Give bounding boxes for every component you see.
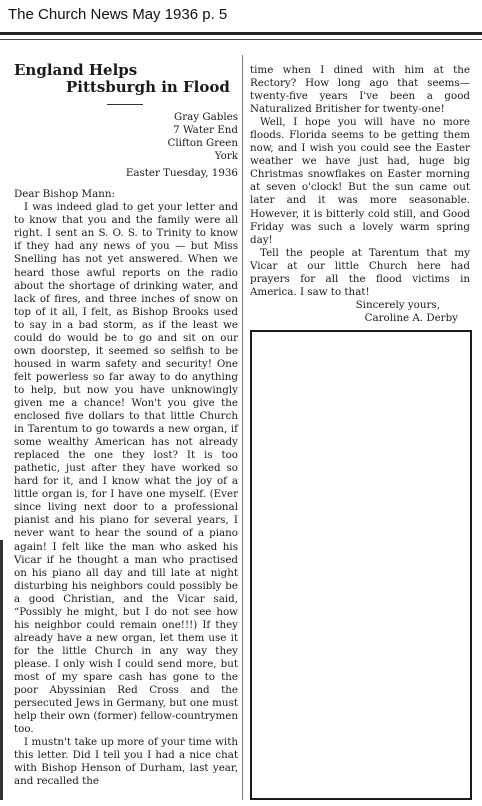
address-line: Gray Gables <box>173 111 238 123</box>
letter-paragraph: time when I dined with him at the Rectory? How long ago that seems— twenty-five years I've been a good Naturalized Britisher for twenty-one! <box>250 64 470 116</box>
scan-edge-mark <box>0 540 3 800</box>
address-line: York <box>214 150 238 163</box>
column-divider <box>242 55 243 800</box>
address-line: Clifton Green <box>167 137 238 150</box>
address-line: 7 Water End <box>173 124 238 137</box>
letter-paragraph: Tell the people at Tarentum that my Vicar at our little Church here had prayers for all the flood victims in America. I saw to that! <box>250 246 470 298</box>
blank-box <box>250 330 472 800</box>
letter-paragraph: I mustn't take up more of your time with this letter. Did I tell you I had a nice chat with Bishop Henson of Durham, last year, and recalled the <box>14 736 238 788</box>
article-title <box>14 62 238 96</box>
closing: Sincerely yours, <box>355 298 440 311</box>
page-header: The Church News May 1936 p. 5 <box>8 6 228 23</box>
signature: Caroline A. Derby <box>364 311 458 324</box>
article-title-line-2: Pittsburgh in Flood <box>66 78 230 96</box>
right-column <box>250 64 470 325</box>
left-column <box>14 62 238 788</box>
letter-paragraph: Well, I hope you will have no more floods. Florida seems to be getting them now, and I wish you could see the Easter weather we have just had, huge big Christmas snowflakes on Easter morning at seven o'clock! But the sun came out later and it was more seasonable. However, it is bitterly cold still, and Good Friday was such a lovely warm spring day! <box>250 116 470 246</box>
title-rule <box>107 104 143 105</box>
header-rule-thick <box>0 32 482 35</box>
letter-paragraph: I was indeed glad to get your letter and to know that you and the family were all right. I sent an S. O. S. to Trinity to know if they had any news of you — but Miss Snelling has not yet answered. When we heard those awful reports on the radio about the shortage of drinking water, and lack of fires, and three inches of snow on top of it all, I felt, as Bishop Brooks used to say in a bad storm, as if the least we could do would be to go and sit on our own doorstep, it seemed so selfish to be housed in warm safety and security! One felt powerless so far away to do anything to help, but now you have unknowingly given me a chance! Won't you give the enclosed five dollars to that little Church in Tarentum to go towards a new organ, if some wealthy American has not already replaced the one they lost? It is too pathetic, just after they have worked so hard for it, and I know what the joy of a little organ is, for I have one myself. (Ever since living next door to a professional pianist and his piano for several years, I never want to hear the sound of a piano again! I felt like the man who asked his Vicar if he thought a man who practised on his piano all day and till late at night disturbing his neighbors could possibly be a good Christian, and the Vicar said, “Possibly he might, but I do not see how his neighbor could remain one!!!) If they already have a new organ, let them use it for the little Church in any way they please. I only wish I could send more, but most of my spare cash has gone to the poor Abyssinian Red Cross and the persecuted Jews in Germany, but one must help their own (former) fellow-countrymen too. <box>14 201 238 736</box>
header-rule-thin <box>0 39 482 40</box>
salutation: Dear Bishop Mann: <box>14 188 115 201</box>
sender-address <box>14 111 238 163</box>
article-title-line-1: England Helps <box>14 61 138 79</box>
letter-date: Easter Tuesday, 1936 <box>125 167 238 180</box>
